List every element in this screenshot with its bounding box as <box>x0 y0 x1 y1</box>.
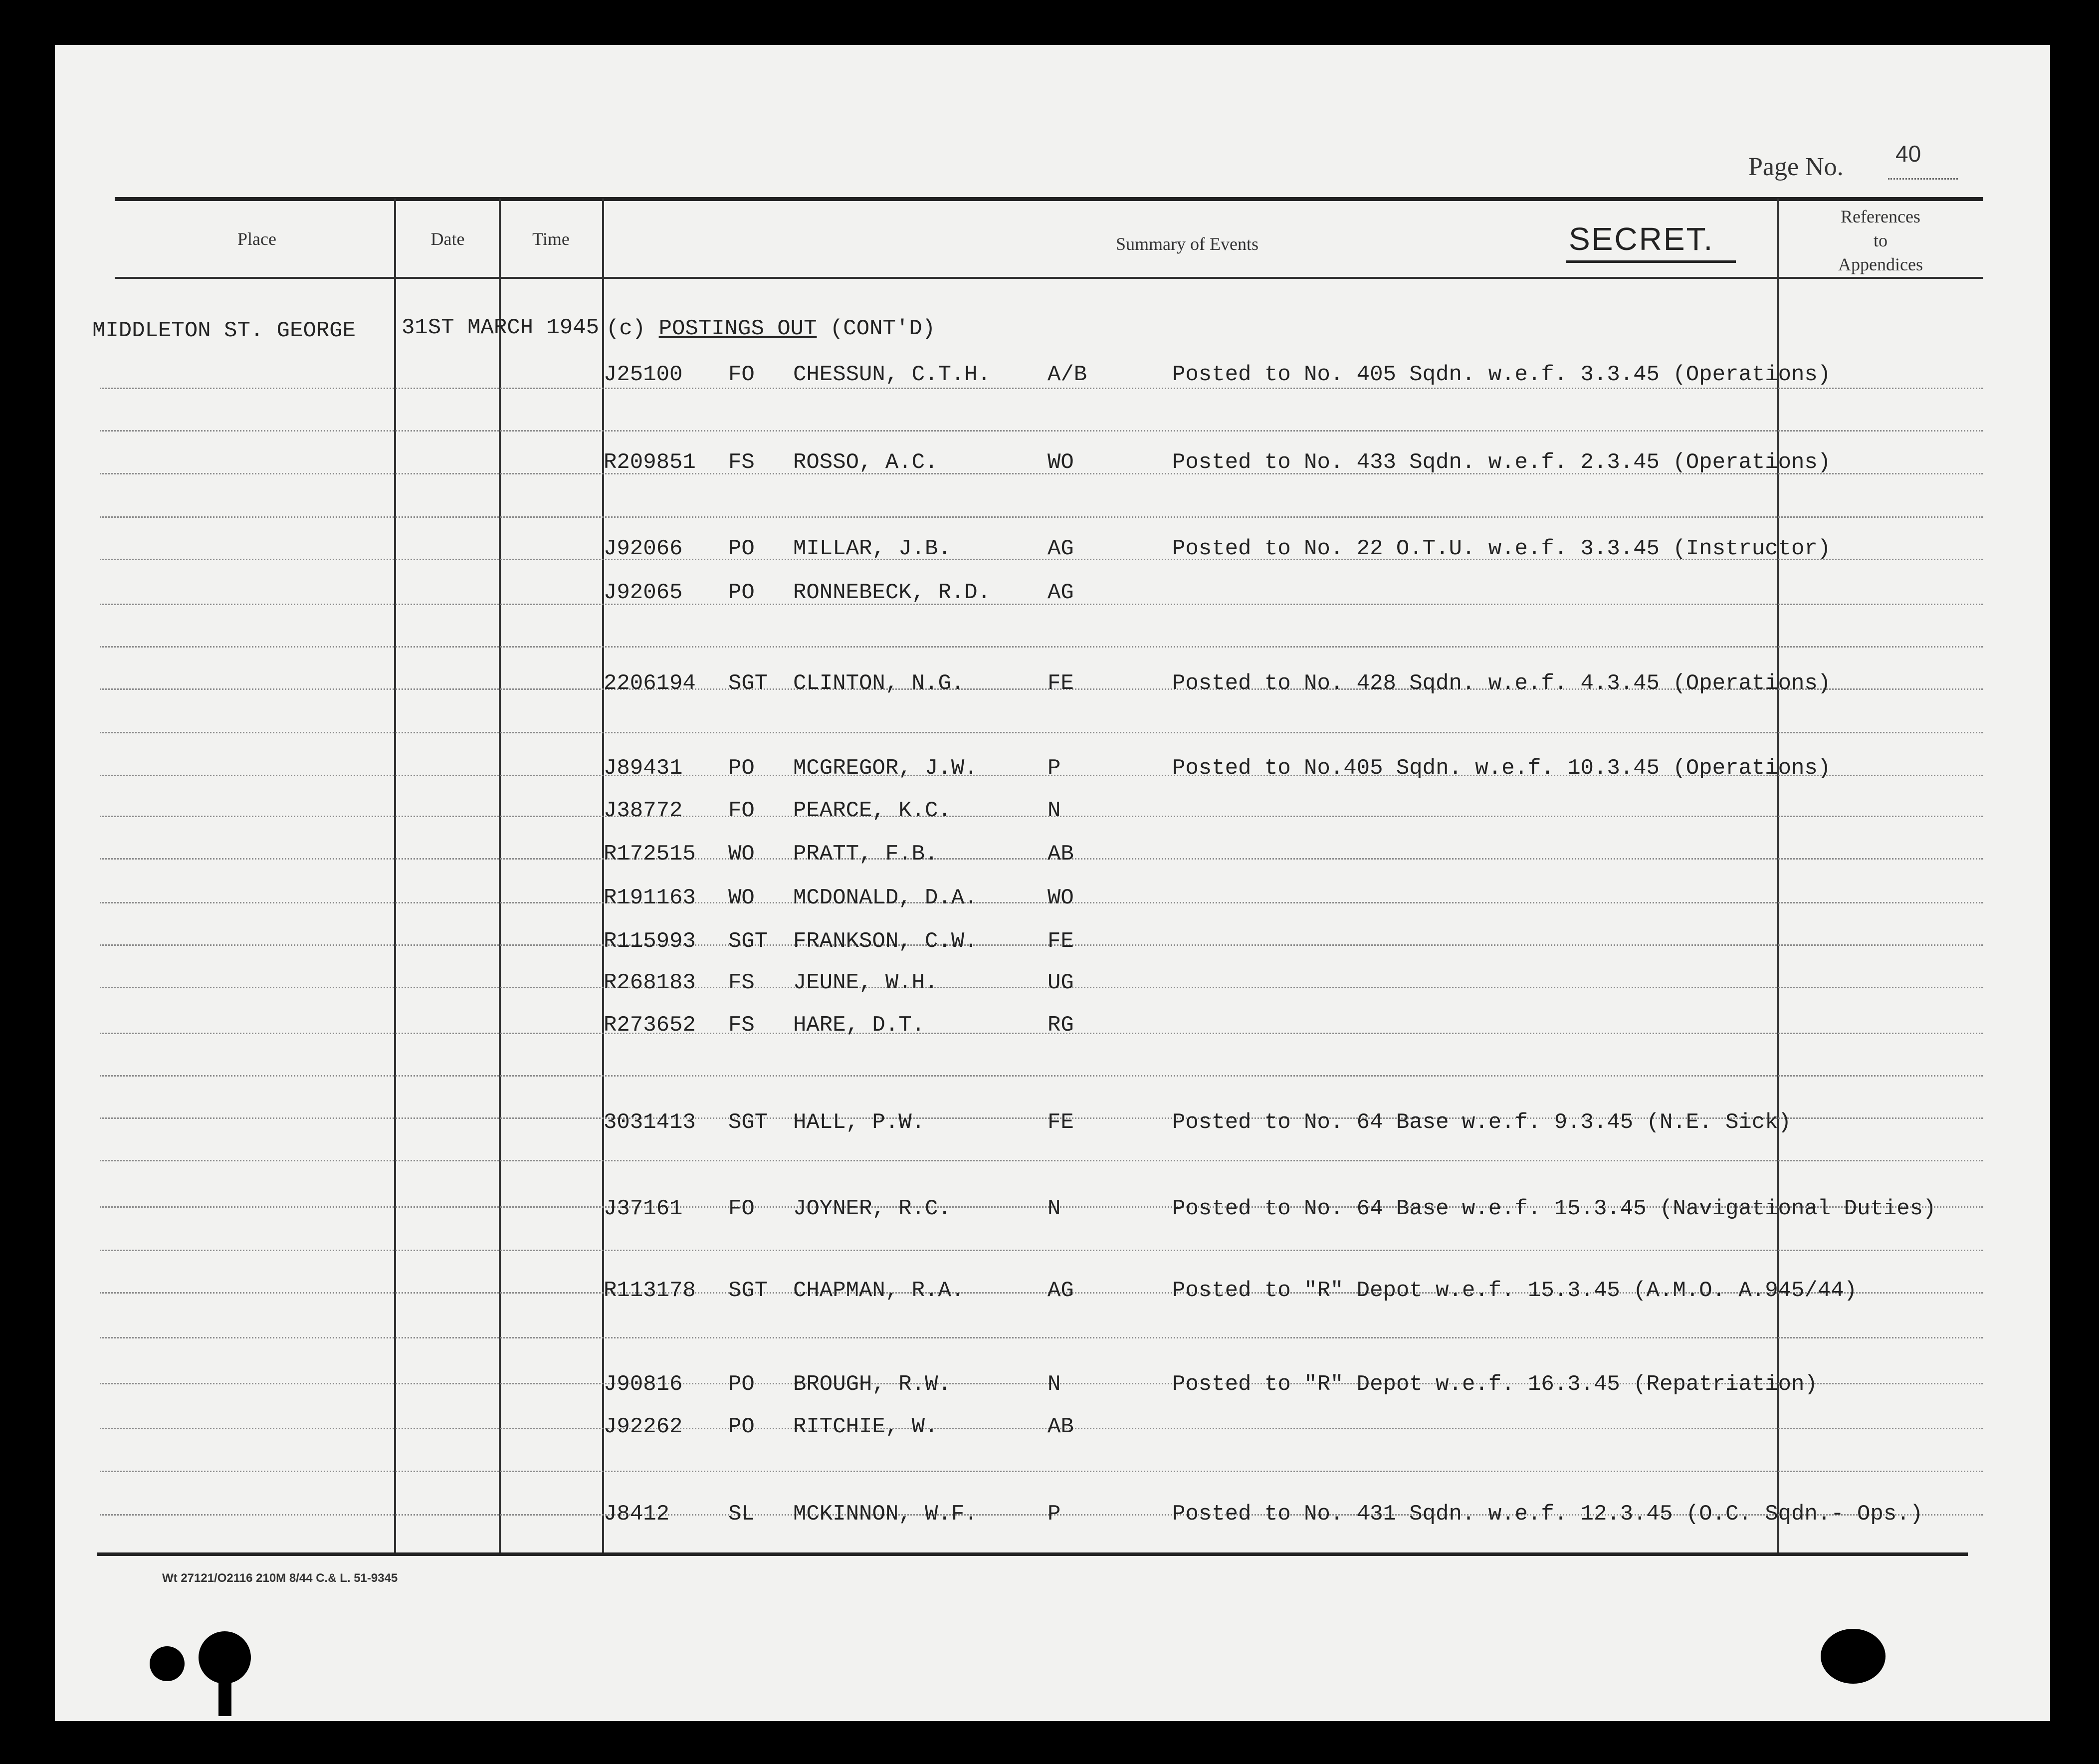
trade: P <box>1048 1502 1061 1527</box>
airman-name: PRATT, F.B. <box>793 842 938 867</box>
service-number: R191163 <box>604 885 696 910</box>
rank: WO <box>728 842 755 867</box>
service-number: J8412 <box>604 1502 670 1527</box>
airman-name: CHESSUN, C.T.H. <box>793 362 991 387</box>
entry-heading <box>606 316 935 341</box>
trade: FE <box>1048 929 1074 954</box>
secret-underline <box>1566 260 1736 263</box>
rank: PO <box>728 536 755 561</box>
airman-name: ROSSO, A.C. <box>793 450 938 475</box>
posting-remark: Posted to No. 428 Sqdn. w.e.f. 4.3.45 (Operations) <box>1172 671 1831 696</box>
rank: FS <box>728 450 755 475</box>
trade: FE <box>1048 671 1074 696</box>
page-number <box>1748 141 1921 182</box>
rank: FS <box>728 1013 755 1038</box>
trade: AB <box>1048 842 1074 867</box>
column-header-references: References to Appendices <box>1838 207 1923 274</box>
rank: FO <box>728 1196 755 1221</box>
trade: N <box>1048 1372 1061 1397</box>
trade: WO <box>1048 885 1074 910</box>
service-number: J89431 <box>604 756 683 781</box>
airman-name: CLINTON, N.G. <box>793 671 965 696</box>
heading-title: POSTINGS OUT <box>658 316 817 341</box>
ruled-line <box>100 816 1983 817</box>
rank: SGT <box>728 671 768 696</box>
rank: SGT <box>728 1110 768 1135</box>
posting-remark: Posted to No. 431 Sqdn. w.e.f. 12.3.45 (O.C. Sqdn.- Ops.) <box>1172 1502 1923 1527</box>
airman-name: HALL, P.W. <box>793 1110 925 1135</box>
airman-name: RITCHIE, W. <box>793 1414 938 1439</box>
column-header-place: Place <box>237 229 276 249</box>
ruled-line <box>100 1337 1983 1338</box>
page-number-label: Page No. <box>1748 153 1844 181</box>
ruled-line <box>100 1250 1983 1251</box>
posting-remark: Posted to No. 433 Sqdn. w.e.f. 2.3.45 (Operations) <box>1172 450 1831 475</box>
service-number: J92262 <box>604 1414 683 1439</box>
airman-name: MILLAR, J.B. <box>793 536 951 561</box>
posting-remark: Posted to No. 64 Base w.e.f. 9.3.45 (N.E. Sick) <box>1172 1110 1792 1135</box>
rank: SGT <box>728 1278 768 1303</box>
trade: AG <box>1048 536 1074 561</box>
airman-name: MCKINNON, W.F. <box>793 1502 978 1527</box>
trade: A/B <box>1048 362 1087 387</box>
airman-name: MCDONALD, D.A. <box>793 885 978 910</box>
ruled-line <box>100 604 1983 605</box>
ruled-line <box>100 1075 1983 1077</box>
ruled-line <box>100 430 1983 432</box>
rank: PO <box>728 756 755 781</box>
rank: FO <box>728 362 755 387</box>
ruled-line <box>100 902 1983 903</box>
service-number: J38772 <box>604 798 683 823</box>
column-header-time: Time <box>532 229 570 249</box>
binder-clip-right <box>1821 1629 1886 1684</box>
service-number: J25100 <box>604 362 683 387</box>
rank: PO <box>728 1414 755 1439</box>
trade: P <box>1048 756 1061 781</box>
airman-name: FRANKSON, C.W. <box>793 929 978 954</box>
airman-name: RONNEBECK, R.D. <box>793 580 991 605</box>
airman-name: PEARCE, K.C. <box>793 798 951 823</box>
rank: FS <box>728 970 755 995</box>
airman-name: MCGREGOR, J.W. <box>793 756 978 781</box>
service-number: J37161 <box>604 1196 683 1221</box>
service-number: J90816 <box>604 1372 683 1397</box>
ruled-line <box>100 1428 1983 1429</box>
binder-hole-left <box>150 1646 185 1681</box>
trade: WO <box>1048 450 1074 475</box>
service-number: J92066 <box>604 536 683 561</box>
ruled-line <box>100 1160 1983 1161</box>
posting-remark: Posted to "R" Depot w.e.f. 15.3.45 (A.M.O. A.945/44) <box>1172 1278 1858 1303</box>
ruled-line <box>100 732 1983 733</box>
trade: AB <box>1048 1414 1074 1439</box>
entry-date: 31ST MARCH 1945 <box>402 315 600 340</box>
posting-remark: Posted to No. 405 Sqdn. w.e.f. 3.3.45 (Operations) <box>1172 362 1831 387</box>
trade: AG <box>1048 1278 1074 1303</box>
service-number: R268183 <box>604 970 696 995</box>
trade: RG <box>1048 1013 1074 1038</box>
heading-suffix: (CONT'D) <box>817 316 936 341</box>
rank: WO <box>728 885 755 910</box>
posting-remark: Posted to "R" Depot w.e.f. 16.3.45 (Repatriation) <box>1172 1372 1818 1397</box>
ruled-line <box>100 944 1983 946</box>
bottom-rule <box>97 1552 1968 1556</box>
posting-remark: Posted to No.405 Sqdn. w.e.f. 10.3.45 (Operations) <box>1172 756 1831 781</box>
ruled-line <box>100 1033 1983 1034</box>
column-header-summary: Summary of Events <box>1116 234 1259 254</box>
entry-place: MIDDLETON ST. GEORGE <box>92 318 356 343</box>
column-divider-time <box>602 199 604 1555</box>
airman-name: JOYNER, R.C. <box>793 1196 951 1221</box>
airman-name: JEUNE, W.H. <box>793 970 938 995</box>
trade: FE <box>1048 1110 1074 1135</box>
trade: AG <box>1048 580 1074 605</box>
binder-peg-stem <box>218 1676 231 1716</box>
heading-prefix: (c) <box>606 316 659 341</box>
form-footer: Wt 27121/O2116 210M 8/44 C.& L. 51-9345 <box>162 1571 398 1585</box>
rank: PO <box>728 1372 755 1397</box>
form-sheet <box>55 45 2050 1721</box>
airman-name: BROUGH, R.W. <box>793 1372 951 1397</box>
rank: SL <box>728 1502 755 1527</box>
service-number: R172515 <box>604 842 696 867</box>
secret-stamp: SECRET. <box>1569 221 1714 257</box>
trade: UG <box>1048 970 1074 995</box>
column-header-date: Date <box>430 229 465 249</box>
ruled-line <box>100 388 1983 389</box>
column-divider-date <box>499 199 501 1555</box>
service-number: 2206194 <box>604 671 696 696</box>
trade: N <box>1048 798 1061 823</box>
posting-remark: Posted to No. 22 O.T.U. w.e.f. 3.3.45 (Instructor) <box>1172 536 1831 561</box>
ruled-line <box>100 1471 1983 1472</box>
service-number: J92065 <box>604 580 683 605</box>
rank: SGT <box>728 929 768 954</box>
ruled-line <box>100 646 1983 648</box>
posting-remark: Posted to No. 64 Base w.e.f. 15.3.45 (Navigational Duties) <box>1172 1196 1936 1221</box>
page-number-value: 40 <box>1895 141 1921 167</box>
column-divider-place <box>394 199 396 1555</box>
trade: N <box>1048 1196 1061 1221</box>
rank: FO <box>728 798 755 823</box>
airman-name: CHAPMAN, R.A. <box>793 1278 965 1303</box>
service-number: R113178 <box>604 1278 696 1303</box>
ruled-line <box>100 516 1983 518</box>
ruled-line <box>100 987 1983 988</box>
ruled-line <box>100 858 1983 860</box>
rank: PO <box>728 580 755 605</box>
page-number-underline <box>1888 178 1958 180</box>
service-number: R115993 <box>604 929 696 954</box>
airman-name: HARE, D.T. <box>793 1013 925 1038</box>
service-number: R209851 <box>604 450 696 475</box>
column-divider-summary <box>1777 199 1779 1555</box>
service-number: R273652 <box>604 1013 696 1038</box>
service-number: 3031413 <box>604 1110 696 1135</box>
